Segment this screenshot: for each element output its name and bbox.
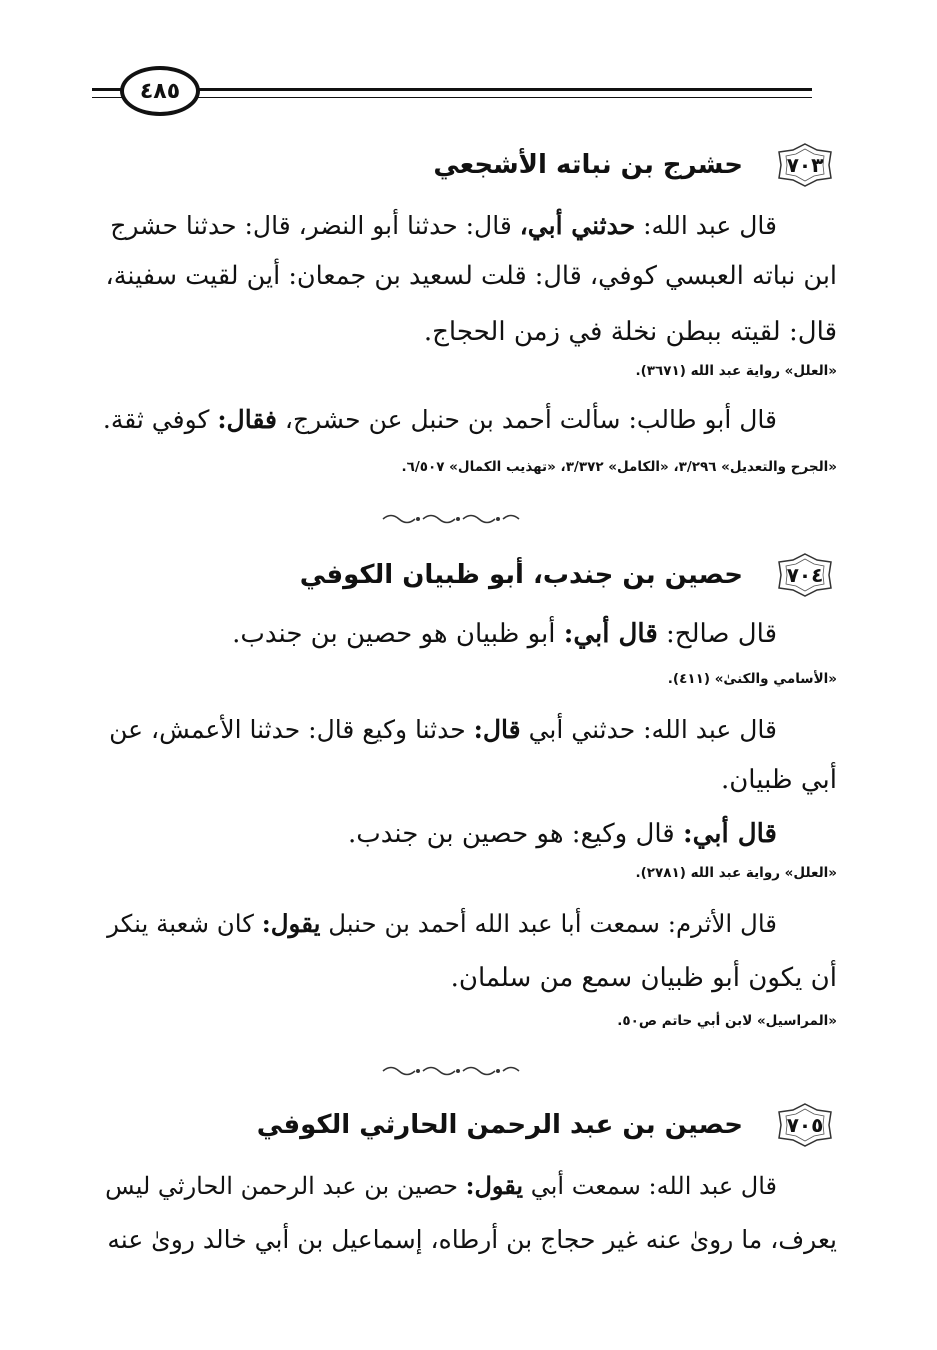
text-line bbox=[100, 814, 837, 854]
source-reference: «المراسيل» لابن أبي حاتم ص٥٠. bbox=[617, 1013, 837, 1029]
page-number: ٤٨٥ bbox=[139, 78, 181, 104]
entry-heading-703 bbox=[433, 142, 837, 188]
bold-segment: يقول: bbox=[465, 1171, 524, 1200]
text-line bbox=[100, 710, 837, 750]
text-line: يعرف، ما روىٰ عنه غير حجاج بن أرطاه، إسماعيل بن أبي خالد روىٰ عنه bbox=[107, 1225, 837, 1254]
entry-number: ٧٠٥ bbox=[786, 1113, 824, 1137]
source-reference: «العلل» رواية عبد الله (٢٧٨١). bbox=[635, 865, 837, 881]
text-segment: أبو ظبيان هو حصين بن جندب. bbox=[232, 619, 564, 649]
header-rule bbox=[92, 88, 812, 91]
entry-number-badge bbox=[773, 552, 837, 598]
bold-segment: يقول: bbox=[261, 909, 321, 938]
source-reference: «الجرح والتعديل» ٣/٢٩٦، «الكامل» ٣/٣٧٢، «تهذيب الكمال» ٦/٥٠٧. bbox=[401, 459, 837, 475]
bold-segment: قال: bbox=[473, 715, 521, 744]
header-rule-thin bbox=[92, 97, 812, 98]
text-segment: حدثنا وكيع قال: حدثنا الأعمش، عن bbox=[109, 715, 474, 744]
entry-title: حصين بن جندب، أبو ظبيان الكوفي bbox=[299, 560, 743, 590]
text-line bbox=[100, 206, 837, 246]
entry-title: حصين بن عبد الرحمن الحارثي الكوفي bbox=[256, 1110, 743, 1140]
text-line: أبي ظبيان. bbox=[720, 765, 837, 795]
entry-number-badge bbox=[773, 142, 837, 188]
source-reference: «العلل» رواية عبد الله (٣٦٧١). bbox=[635, 363, 837, 379]
entry-heading-705 bbox=[257, 1102, 837, 1148]
text-segment: قال عبد الله: سمعت أبي bbox=[523, 1172, 777, 1200]
text-segment: قال صالح: bbox=[657, 619, 777, 649]
text-segment: قال: حدثنا أبو النضر، قال: حدثنا حشرج bbox=[110, 211, 520, 240]
bold-segment: قال أبي: bbox=[682, 819, 777, 849]
text-line bbox=[100, 400, 837, 440]
text-line: قال: لقيته ببطن نخلة في زمن الحجاج. bbox=[423, 317, 837, 347]
text-line bbox=[100, 904, 837, 944]
text-segment: كان شعبة ينكر bbox=[107, 909, 262, 938]
page-number-badge bbox=[120, 66, 200, 116]
text-segment: قال عبد الله: حدثني أبي bbox=[520, 715, 777, 744]
text-line: ابن نباته العبسي كوفي، قال: قلت لسعيد بن جمعان: أين لقيت سفينة، bbox=[105, 261, 837, 291]
text-line bbox=[100, 614, 837, 654]
entry-title: حشرج بن نباته الأشجعي bbox=[433, 150, 743, 180]
bold-segment: حدثني أبي، bbox=[519, 211, 636, 240]
text-segment: قال أبو طالب: سألت أحمد بن حنبل عن حشرج، bbox=[276, 405, 777, 434]
entry-number: ٧٠٣ bbox=[786, 153, 824, 177]
text-line: أن يكون أبو ظبيان سمع من سلمان. bbox=[450, 963, 837, 993]
ornament-divider bbox=[378, 512, 528, 526]
bold-segment: فقال: bbox=[217, 405, 277, 434]
entry-number-badge bbox=[773, 1102, 837, 1148]
bold-segment: قال أبي: bbox=[563, 619, 658, 649]
entry-heading-704 bbox=[300, 552, 837, 598]
source-reference: «الأسامي والكنىٰ» (٤١١). bbox=[667, 671, 837, 687]
ornament-divider bbox=[378, 1064, 528, 1078]
text-segment: كوفي ثقة. bbox=[102, 405, 218, 434]
text-segment: قال عبد الله: bbox=[635, 211, 777, 240]
entry-number: ٧٠٤ bbox=[786, 563, 824, 587]
text-segment: قال الأثرم: سمعت أبا عبد الله أحمد بن حنبل bbox=[320, 909, 777, 938]
text-line bbox=[100, 1166, 837, 1206]
text-segment: حصين بن عبد الرحمن الحارثي ليس bbox=[105, 1172, 466, 1200]
text-segment: قال وكيع: هو حصين بن جندب. bbox=[348, 819, 683, 849]
